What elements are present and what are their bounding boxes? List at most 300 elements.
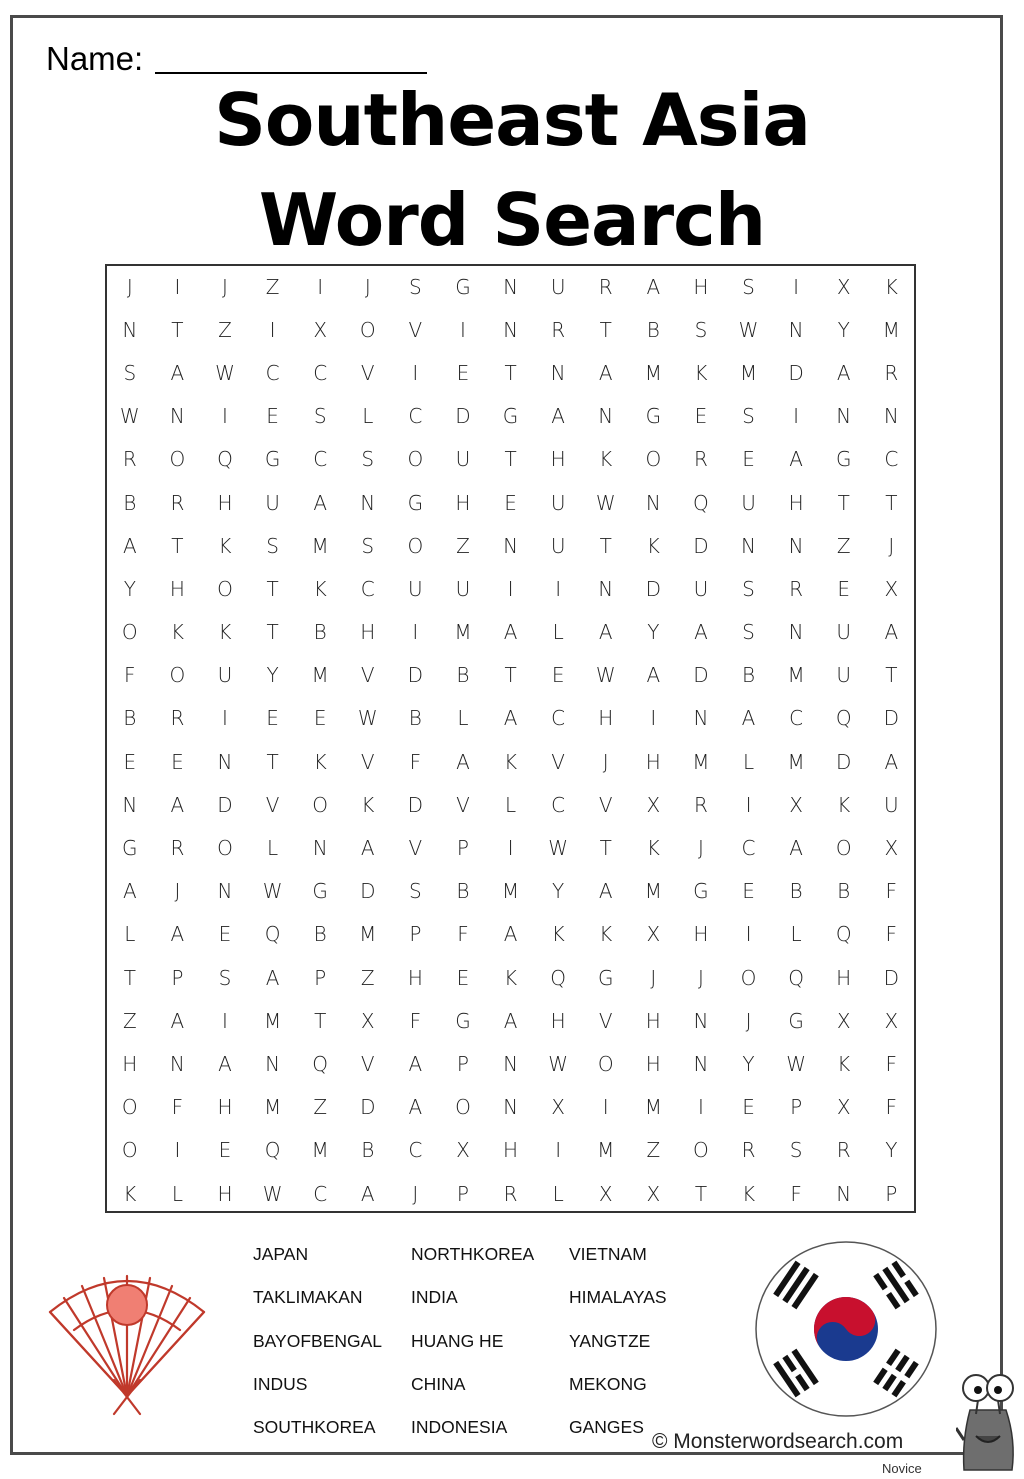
grid-letter[interactable]: V [360, 1051, 375, 1076]
grid-letter[interactable]: I [793, 404, 800, 429]
grid-letter[interactable]: I [222, 404, 228, 429]
grid-letter[interactable]: X [646, 922, 661, 947]
grid-letter[interactable]: I [412, 360, 419, 385]
grid-letter[interactable]: H [169, 576, 185, 601]
grid-letter[interactable]: I [222, 1008, 228, 1033]
grid-letter[interactable]: B [837, 879, 851, 904]
grid-letter[interactable]: A [598, 620, 613, 645]
grid-letter[interactable]: Q [835, 706, 852, 731]
grid-letter[interactable]: W [595, 663, 616, 688]
grid-letter[interactable]: G [645, 404, 662, 429]
grid-letter[interactable]: U [693, 576, 709, 601]
grid-letter[interactable]: Z [836, 533, 851, 558]
grid-letter[interactable]: J [697, 965, 704, 990]
grid-letter[interactable]: R [170, 706, 185, 731]
grid-letter[interactable]: L [552, 1181, 564, 1206]
grid-letter[interactable]: F [409, 749, 422, 774]
grid-letter[interactable]: O [121, 620, 138, 645]
grid-letter[interactable]: H [836, 965, 852, 990]
grid-letter[interactable]: O [835, 836, 852, 861]
grid-letter[interactable]: K [361, 792, 375, 817]
grid-letter[interactable]: M [597, 1138, 615, 1163]
grid-letter[interactable]: B [456, 663, 470, 688]
grid-letter[interactable]: D [693, 663, 709, 688]
grid-letter[interactable]: R [884, 360, 899, 385]
grid-letter[interactable]: G [312, 879, 328, 904]
grid-letter[interactable]: O [740, 965, 757, 990]
grid-letter[interactable]: G [122, 836, 138, 861]
grid-letter[interactable]: A [551, 404, 565, 429]
grid-letter[interactable]: I [412, 620, 419, 645]
grid-letter[interactable]: G [455, 1008, 471, 1033]
grid-letter[interactable]: V [456, 792, 470, 817]
grid-letter[interactable]: X [836, 1008, 851, 1033]
grid-letter[interactable]: O [121, 1095, 138, 1120]
grid-letter[interactable]: I [697, 1095, 704, 1120]
grid-letter[interactable]: H [217, 1181, 233, 1206]
grid-letter[interactable]: W [786, 1051, 806, 1076]
grid-letter[interactable]: N [883, 404, 899, 429]
grid-letter[interactable]: M [311, 1138, 329, 1163]
grid-letter[interactable]: K [646, 836, 660, 861]
grid-letter[interactable]: O [169, 663, 186, 688]
grid-letter[interactable]: T [694, 1181, 708, 1206]
grid-letter[interactable]: C [360, 576, 375, 601]
grid-letter[interactable]: W [595, 490, 616, 515]
grid-letter[interactable]: I [507, 576, 514, 601]
grid-letter[interactable]: C [741, 836, 756, 861]
grid-letter[interactable]: J [412, 1181, 419, 1206]
grid-letter[interactable]: Y [742, 1051, 755, 1076]
grid-letter[interactable]: L [171, 1181, 183, 1206]
grid-letter[interactable]: K [218, 533, 232, 558]
grid-letter[interactable]: M [787, 663, 805, 688]
grid-letter[interactable]: S [694, 317, 708, 342]
grid-letter[interactable]: J [364, 274, 371, 299]
grid-letter[interactable]: A [884, 620, 899, 645]
grid-letter[interactable]: D [407, 792, 424, 817]
grid-letter[interactable]: N [265, 1051, 281, 1076]
grid-letter[interactable]: B [123, 706, 137, 731]
grid-letter[interactable]: U [550, 274, 566, 299]
grid-letter[interactable]: H [788, 490, 804, 515]
grid-letter[interactable]: U [455, 576, 471, 601]
grid-letter[interactable]: H [407, 965, 423, 990]
grid-letter[interactable]: Q [693, 490, 709, 515]
grid-letter[interactable]: A [741, 706, 756, 731]
grid-letter[interactable]: A [694, 620, 708, 645]
grid-letter[interactable]: P [171, 965, 184, 990]
grid-letter[interactable]: Q [312, 1051, 329, 1076]
grid-letter[interactable]: K [503, 749, 518, 774]
grid-letter[interactable]: F [124, 663, 136, 688]
grid-letter[interactable]: N [122, 317, 138, 342]
grid-letter[interactable]: H [217, 490, 233, 515]
grid-letter[interactable]: N [169, 1051, 185, 1076]
grid-letter[interactable]: B [646, 317, 660, 342]
grid-letter[interactable]: G [597, 965, 614, 990]
grid-letter[interactable]: N [598, 576, 614, 601]
grid-letter[interactable]: X [551, 1095, 565, 1120]
grid-letter[interactable]: U [217, 663, 233, 688]
grid-letter[interactable]: T [504, 447, 517, 472]
grid-letter[interactable]: U [265, 490, 280, 515]
grid-letter[interactable]: H [645, 749, 661, 774]
grid-letter[interactable]: A [408, 1095, 423, 1120]
grid-letter[interactable]: H [693, 274, 709, 299]
grid-letter[interactable]: U [550, 533, 566, 558]
grid-letter[interactable]: C [551, 706, 566, 731]
grid-letter[interactable]: N [503, 1051, 519, 1076]
grid-letter[interactable]: G [455, 274, 471, 299]
grid-letter[interactable]: P [456, 1181, 469, 1206]
grid-letter[interactable]: H [503, 1138, 519, 1163]
grid-letter[interactable]: C [265, 360, 280, 385]
grid-letter[interactable]: S [361, 533, 375, 558]
grid-letter[interactable]: H [455, 490, 471, 515]
grid-letter[interactable]: R [836, 1138, 851, 1163]
grid-letter[interactable]: P [456, 836, 469, 861]
grid-letter[interactable]: N [550, 360, 566, 385]
grid-letter[interactable]: S [742, 620, 755, 645]
grid-letter[interactable]: V [265, 792, 280, 817]
grid-letter[interactable]: H [360, 620, 376, 645]
grid-letter[interactable]: I [269, 317, 276, 342]
grid-letter[interactable]: H [217, 1095, 233, 1120]
grid-letter[interactable]: L [362, 404, 374, 429]
grid-letter[interactable]: F [171, 1095, 184, 1120]
grid-letter[interactable]: Q [788, 965, 804, 990]
grid-letter[interactable]: M [787, 749, 805, 774]
grid-letter[interactable]: S [409, 879, 422, 904]
grid-letter[interactable]: I [650, 706, 657, 731]
grid-letter[interactable]: C [313, 447, 328, 472]
grid-letter[interactable]: P [314, 965, 327, 990]
grid-letter[interactable]: T [885, 490, 898, 515]
grid-letter[interactable]: V [551, 749, 565, 774]
grid-letter[interactable]: I [745, 792, 752, 817]
grid-letter[interactable]: R [503, 1181, 518, 1206]
grid-letter[interactable]: E [266, 706, 279, 731]
grid-letter[interactable]: Q [264, 922, 281, 947]
grid-letter[interactable]: E [171, 749, 184, 774]
grid-letter[interactable]: K [884, 274, 898, 299]
grid-letter[interactable]: S [361, 447, 375, 472]
grid-letter[interactable]: H [598, 706, 614, 731]
grid-letter[interactable]: X [836, 1095, 851, 1120]
grid-letter[interactable]: T [837, 490, 850, 515]
grid-letter[interactable]: O [645, 447, 662, 472]
grid-letter[interactable]: X [836, 274, 851, 299]
grid-letter[interactable]: N [598, 404, 614, 429]
grid-letter[interactable]: F [457, 922, 469, 947]
grid-letter[interactable]: A [408, 1051, 423, 1076]
grid-letter[interactable]: M [501, 879, 520, 904]
grid-letter[interactable]: Y [266, 663, 279, 688]
grid-letter[interactable]: A [170, 360, 185, 385]
grid-letter[interactable]: F [885, 922, 898, 947]
grid-letter[interactable]: E [742, 1095, 755, 1120]
grid-letter[interactable]: W [548, 836, 569, 861]
grid-letter[interactable]: W [738, 317, 759, 342]
grid-letter[interactable]: L [552, 620, 564, 645]
grid-letter[interactable]: I [222, 706, 228, 731]
grid-letter[interactable]: A [503, 922, 518, 947]
grid-letter[interactable]: N [693, 1008, 709, 1033]
grid-letter[interactable]: R [741, 1138, 756, 1163]
grid-letter[interactable]: O [407, 533, 424, 558]
grid-letter[interactable]: W [119, 404, 140, 429]
grid-letter[interactable]: B [123, 490, 137, 515]
grid-letter[interactable]: B [408, 706, 422, 731]
grid-letter[interactable]: G [502, 404, 519, 429]
grid-letter[interactable]: A [170, 1008, 185, 1033]
grid-letter[interactable]: H [550, 447, 566, 472]
grid-letter[interactable]: M [882, 317, 900, 342]
grid-letter[interactable]: Y [123, 576, 136, 601]
grid-letter[interactable]: N [836, 1181, 852, 1206]
grid-letter[interactable]: B [361, 1138, 375, 1163]
grid-letter[interactable]: N [217, 749, 233, 774]
grid-letter[interactable]: W [357, 706, 378, 731]
grid-letter[interactable]: N [503, 317, 519, 342]
grid-letter[interactable]: M [644, 360, 662, 385]
grid-letter[interactable]: J [174, 879, 181, 904]
grid-letter[interactable]: T [314, 1008, 327, 1033]
grid-letter[interactable]: J [697, 836, 704, 861]
grid-letter[interactable]: X [789, 792, 803, 817]
grid-letter[interactable]: N [836, 404, 852, 429]
grid-letter[interactable]: H [550, 1008, 566, 1033]
grid-letter[interactable]: I [602, 1095, 609, 1120]
grid-letter[interactable]: B [313, 922, 327, 947]
grid-letter[interactable]: G [264, 447, 281, 472]
grid-letter[interactable]: T [171, 317, 184, 342]
grid-letter[interactable]: H [122, 1051, 138, 1076]
grid-letter[interactable]: F [885, 1051, 898, 1076]
grid-letter[interactable]: S [789, 1138, 803, 1163]
grid-letter[interactable]: R [693, 792, 708, 817]
grid-letter[interactable]: N [788, 620, 804, 645]
grid-letter[interactable]: O [217, 576, 233, 601]
grid-letter[interactable]: N [503, 274, 519, 299]
grid-letter[interactable]: O [693, 1138, 709, 1163]
grid-letter[interactable]: I [317, 274, 324, 299]
grid-letter[interactable]: A [503, 706, 518, 731]
grid-letter[interactable]: K [313, 749, 327, 774]
grid-letter[interactable]: C [408, 1138, 423, 1163]
grid-letter[interactable]: A [884, 749, 899, 774]
grid-letter[interactable]: Y [647, 620, 660, 645]
grid-letter[interactable]: T [885, 663, 898, 688]
grid-letter[interactable]: F [885, 879, 898, 904]
grid-letter[interactable]: V [360, 360, 375, 385]
grid-letter[interactable]: K [503, 965, 518, 990]
grid-letter[interactable]: D [883, 706, 899, 731]
grid-letter[interactable]: F [885, 1095, 898, 1120]
grid-letter[interactable]: R [170, 836, 185, 861]
grid-letter[interactable]: P [456, 1051, 469, 1076]
grid-letter[interactable]: K [837, 792, 851, 817]
grid-letter[interactable]: L [267, 836, 279, 861]
grid-letter[interactable]: E [266, 404, 279, 429]
grid-letter[interactable]: T [599, 533, 612, 558]
grid-letter[interactable]: N [788, 533, 804, 558]
grid-letter[interactable]: T [171, 533, 184, 558]
grid-letter[interactable]: K [170, 620, 184, 645]
grid-letter[interactable]: O [121, 1138, 138, 1163]
grid-letter[interactable]: S [313, 404, 327, 429]
grid-letter[interactable]: A [265, 965, 280, 990]
grid-letter[interactable]: M [644, 879, 662, 904]
grid-letter[interactable]: D [788, 360, 804, 385]
grid-letter[interactable]: C [789, 706, 804, 731]
grid-letter[interactable]: N [503, 1095, 519, 1120]
grid-letter[interactable]: B [313, 620, 327, 645]
grid-letter[interactable]: P [409, 922, 422, 947]
grid-letter[interactable]: N [122, 792, 138, 817]
grid-letter[interactable]: M [739, 360, 758, 385]
grid-letter[interactable]: C [313, 1181, 328, 1206]
grid-letter[interactable]: Z [456, 533, 470, 558]
grid-letter[interactable]: V [408, 317, 423, 342]
grid-letter[interactable]: S [218, 965, 232, 990]
grid-letter[interactable]: N [741, 533, 756, 558]
grid-letter[interactable]: U [883, 792, 899, 817]
grid-letter[interactable]: A [598, 879, 613, 904]
grid-letter[interactable]: T [123, 965, 136, 990]
grid-letter[interactable]: C [313, 360, 328, 385]
grid-letter[interactable]: U [408, 576, 423, 601]
grid-letter[interactable]: E [742, 447, 755, 472]
grid-letter[interactable]: N [503, 533, 519, 558]
grid-letter[interactable]: I [174, 1138, 181, 1163]
grid-letter[interactable]: R [122, 447, 137, 472]
name-blank-line[interactable] [155, 72, 427, 74]
grid-letter[interactable]: A [360, 836, 375, 861]
grid-letter[interactable]: J [745, 1008, 752, 1033]
grid-letter[interactable]: M [692, 749, 710, 774]
grid-letter[interactable]: G [693, 879, 709, 904]
grid-letter[interactable]: E [456, 965, 470, 990]
grid-letter[interactable]: D [883, 965, 899, 990]
grid-letter[interactable]: M [311, 533, 329, 558]
grid-letter[interactable]: I [555, 1138, 562, 1163]
grid-letter[interactable]: A [218, 1051, 232, 1076]
grid-letter[interactable]: S [742, 274, 755, 299]
grid-letter[interactable]: A [646, 274, 661, 299]
grid-letter[interactable]: X [646, 792, 661, 817]
grid-letter[interactable]: D [360, 1095, 376, 1120]
grid-letter[interactable]: E [456, 360, 470, 385]
grid-letter[interactable]: A [789, 836, 803, 861]
grid-letter[interactable]: R [170, 490, 185, 515]
grid-letter[interactable]: N [693, 706, 709, 731]
grid-letter[interactable]: O [312, 792, 329, 817]
grid-letter[interactable]: L [790, 922, 802, 947]
grid-letter[interactable]: U [741, 490, 756, 515]
grid-letter[interactable]: A [313, 490, 328, 515]
grid-letter[interactable]: M [644, 1095, 662, 1120]
grid-letter[interactable]: F [409, 1008, 422, 1033]
grid-letter[interactable]: S [266, 533, 279, 558]
grid-letter[interactable]: K [599, 447, 613, 472]
grid-letter[interactable]: L [457, 706, 469, 731]
grid-letter[interactable]: T [599, 836, 612, 861]
grid-letter[interactable]: E [551, 663, 565, 688]
grid-letter[interactable]: V [360, 749, 375, 774]
grid-letter[interactable]: E [504, 490, 517, 515]
grid-letter[interactable]: Z [646, 1138, 661, 1163]
grid-letter[interactable]: R [551, 317, 566, 342]
grid-letter[interactable]: K [646, 533, 660, 558]
grid-letter[interactable]: I [745, 922, 752, 947]
grid-letter[interactable]: A [503, 620, 518, 645]
grid-letter[interactable]: A [598, 360, 613, 385]
grid-letter[interactable]: X [646, 1181, 661, 1206]
grid-letter[interactable]: I [793, 274, 800, 299]
grid-letter[interactable]: A [170, 792, 185, 817]
grid-letter[interactable]: W [548, 1051, 569, 1076]
grid-letter[interactable]: X [884, 576, 899, 601]
grid-letter[interactable]: J [222, 274, 228, 299]
grid-letter[interactable]: Z [122, 1008, 137, 1033]
grid-letter[interactable]: O [359, 317, 376, 342]
grid-letter[interactable]: G [835, 447, 852, 472]
grid-letter[interactable]: E [694, 404, 708, 429]
grid-letter[interactable]: A [170, 922, 185, 947]
grid-letter[interactable]: E [837, 576, 851, 601]
grid-letter[interactable]: X [598, 1181, 613, 1206]
grid-letter[interactable]: N [217, 879, 233, 904]
grid-letter[interactable]: Q [835, 922, 852, 947]
grid-letter[interactable]: C [551, 792, 566, 817]
grid-letter[interactable]: A [122, 879, 137, 904]
grid-letter[interactable]: K [599, 922, 613, 947]
grid-letter[interactable]: K [694, 360, 708, 385]
grid-letter[interactable]: I [555, 576, 562, 601]
grid-letter[interactable]: M [454, 620, 472, 645]
grid-letter[interactable]: H [645, 1051, 661, 1076]
grid-letter[interactable]: D [360, 879, 376, 904]
grid-letter[interactable]: X [884, 1008, 899, 1033]
grid-letter[interactable]: H [693, 922, 709, 947]
grid-letter[interactable]: T [266, 749, 279, 774]
grid-letter[interactable]: Y [885, 1138, 898, 1163]
grid-letter[interactable]: N [645, 490, 661, 515]
grid-letter[interactable]: D [645, 576, 662, 601]
grid-letter[interactable]: L [504, 792, 517, 817]
grid-letter[interactable]: X [456, 1138, 470, 1163]
grid-letter[interactable]: U [550, 490, 566, 515]
grid-letter[interactable]: A [646, 663, 661, 688]
grid-letter[interactable]: R [789, 576, 804, 601]
grid-letter[interactable]: H [645, 1008, 661, 1033]
grid-letter[interactable]: U [836, 663, 852, 688]
grid-letter[interactable]: V [598, 1008, 613, 1033]
grid-letter[interactable]: J [888, 533, 895, 558]
grid-letter[interactable]: M [311, 663, 329, 688]
grid-letter[interactable]: T [504, 663, 517, 688]
grid-letter[interactable]: E [218, 922, 232, 947]
grid-letter[interactable]: Y [552, 879, 565, 904]
grid-letter[interactable]: O [169, 447, 186, 472]
grid-letter[interactable]: A [789, 447, 803, 472]
grid-letter[interactable]: D [455, 404, 471, 429]
grid-letter[interactable]: J [126, 274, 133, 299]
grid-letter[interactable]: P [790, 1095, 803, 1120]
grid-letter[interactable]: G [788, 1008, 804, 1033]
